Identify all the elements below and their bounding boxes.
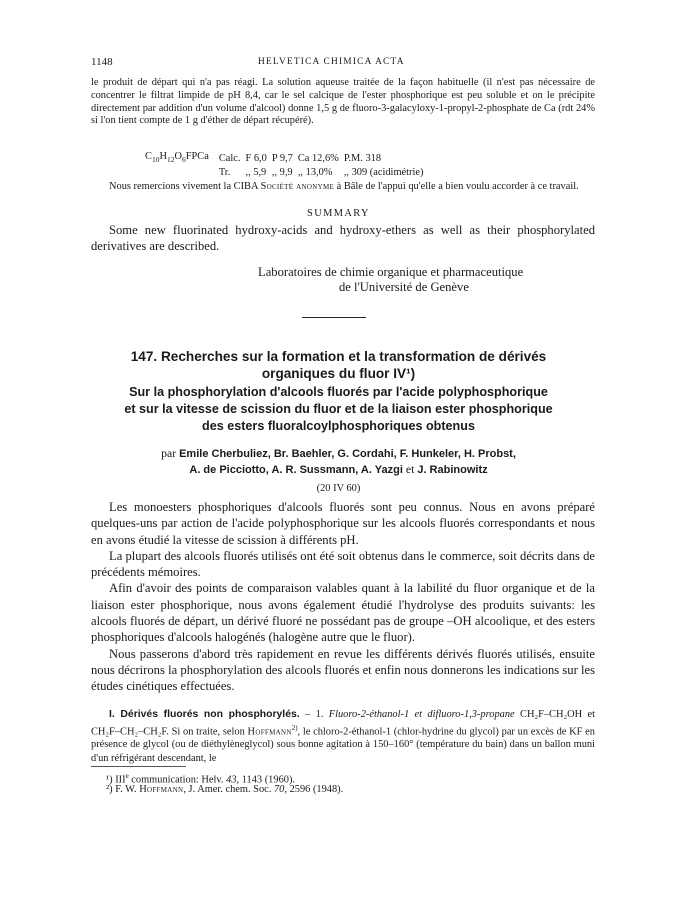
formula-rest: FPCa (185, 151, 209, 162)
section-citation-author: Hoffmann (247, 725, 292, 737)
molecular-formula (145, 151, 219, 167)
article-title-line-1: 147. Recherches sur la formation et la transformation de dérivés (130, 349, 547, 364)
formula-oxygen-count: 6 (181, 155, 186, 165)
authors-et: et (402, 462, 418, 477)
section-item-title: Fluoro-2-éthanol-1 et difluoro-1,3-propane (328, 709, 515, 720)
affiliation-line-2: de l'Université de Genève (339, 280, 469, 294)
authors-names-1: Emile Cherbuliez, Br. Baehler, G. Cordahi, F. Hunkeler, H. Probst, (179, 448, 516, 460)
found-molar-mass: ,, 309 (acidimétrie) (343, 166, 424, 178)
authors-line-2 (0, 462, 677, 478)
footnote-ref-2: 2) (291, 723, 298, 732)
footnote-2-text-a: F. W. (115, 784, 140, 795)
footnote-2 (106, 784, 343, 797)
article-title (0, 348, 677, 382)
found-phosphorus: ,, 9,9 (271, 166, 293, 178)
footnote-1-volume: 43, (226, 774, 240, 786)
calc-phosphorus: P 9,7 (271, 152, 293, 164)
found-fluorine: ,, 5,9 (245, 166, 267, 178)
elemental-analysis-table (145, 151, 428, 179)
footnote-1-text-c: 1143 (1960). (239, 774, 296, 786)
formula-oxygen: O (174, 151, 182, 162)
footnote-2-mark: ²) (106, 784, 113, 795)
section-heading: I. Dérivés fluorés non phosphorylés. (109, 709, 300, 720)
analysis-calc-row (145, 151, 428, 167)
found-calcium: ,, 13,0% (297, 166, 333, 178)
journal-running-title: HELVETICA CHIMICA ACTA (258, 57, 405, 67)
footnote-1-mark: ¹) (106, 774, 113, 786)
affiliation-line-1: Laboratoires de chimie organique et pharmaceutique (258, 265, 524, 279)
article-subtitle-line-1: Sur la phosphorylation d'alcools fluorés par l'acide polyphosphorique (129, 385, 548, 399)
article-subtitle-line-3: des esters fluoralcoylphosphoriques obtenus (202, 418, 475, 433)
summary-text: Some new fluorinated hydroxy-acids and hydroxy-ethers as well as their phosphorylated derivatives are described. (91, 223, 595, 254)
body-paragraph-1: Les monoesters phosphoriques d'alcools fluorés sont peu connus. Nous en avons préparé quelques-uns par action de l'acide polyphosphorique sur les alcools fluorés correspondants et nous en avons étudié la vitesse de scission à différents pH. (91, 500, 595, 547)
footnote-1-text-a: III (115, 774, 126, 786)
section-item-number: – 1. (299, 709, 329, 720)
received-date: (20 IV 60) (316, 483, 361, 494)
calc-molar-mass: P.M. 318 (343, 152, 382, 164)
article-title-line-2: organiques du fluor IV¹) (261, 366, 416, 381)
authors-line-1 (0, 446, 677, 462)
body-paragraph-3: Afin d'avoir des points de comparaison valables quant à la labilité du fluor organique et de la liaison ester phosphorique, nous avons également étudié l'hydrolyse des produits suivants: les alcools fluorés de départ, un dérivé fluoré ne possédant pas de groupe –OH alcoolique, et des esters phosphoriques d'alcools halogénés (halogène autre que le fluor). (91, 581, 595, 645)
article-body (91, 499, 595, 695)
page-number: 1148 (91, 56, 113, 68)
section-text-start: CH₂F–CH₂OH et CH₂F–CH₂–CH₂F. Si on traite, selon (91, 709, 595, 737)
body-paragraph-2: La plupart des alcools fluorés utilisés ont été soit obtenus dans le commerce, soit décrits dans de précédents mémoires. (91, 548, 595, 580)
previous-article-paragraph: le produit de départ qui n'a pas réagi. La solution aqueuse traitée de la façon habituelle (il n'est pas nécessaire de concentrer le filtrat limpide de pH 8,4, car le sel calcique de l'ester phosphorique est peu soluble et on le précipite directement par addition d'un volume d'alcool) donne 1,5 g de fluoro-3-galacyloxy-1-propyl-2-phosphate de Ca (rdt 24% si l'on tient compte de 1 g d'éther de départ récupéré). (91, 77, 595, 127)
footnote-2-author: Hoffmann (139, 784, 184, 795)
authors-names-2: A. de Picciotto, A. R. Sussmann, A. Yazgi (189, 464, 403, 477)
summary-heading: SUMMARY (307, 208, 370, 219)
footnote-2-text-c: 2596 (1948). (286, 784, 344, 795)
footnote-2-text-b: , J. Amer. chem. Soc. (183, 784, 274, 795)
acknowledgement-start: Nous remercions vivement la CIBA (109, 181, 261, 192)
article-subtitle (0, 384, 677, 434)
calc-label: Calc. (218, 152, 241, 164)
article-subtitle-line-2: et sur la vitesse de scission du fluor et de la liaison ester phosphorique (124, 401, 553, 416)
found-label: Tr. (218, 166, 231, 178)
section-paragraph (91, 708, 595, 765)
formula-hydrogen-count: 12 (166, 155, 175, 165)
calc-fluorine: F 6,0 (245, 152, 267, 164)
body-paragraph-4: Nous passerons d'abord très rapidement en revue les différents dérivés fluorés utilisés, ensuite nous décrirons la phosphorylation des alcools fluorés et enfin nous donnerons les indications sur les études cinétiques effectuées. (91, 646, 595, 694)
formula-carbon: C (145, 151, 152, 162)
analysis-found-row (145, 167, 428, 180)
section-divider (302, 317, 366, 318)
calc-calcium: Ca 12,6% (297, 152, 339, 164)
section-text-end: hydrine du glycol) par un excès de KF en présence de glycol (ou de diéthylèneglycol) sous bonne agitation à 150–160° (température du bain) dans un ballon muni d'un réfrigérant descendant, le (91, 725, 595, 764)
formula-hydrogen: H (159, 151, 167, 162)
authors-names-3: J. Rabinowitz (417, 464, 488, 477)
authors (0, 446, 677, 478)
acknowledgement-company: Société anonyme (260, 181, 335, 192)
footnote-2-volume: 70, (273, 784, 287, 795)
footnote-1-text-b: communication: Helv. (128, 774, 227, 786)
footnote-1-superscript: e (125, 772, 129, 780)
footnote-rule (91, 766, 186, 767)
formula-carbon-count: 10 (151, 155, 160, 165)
acknowledgement (91, 181, 595, 194)
authors-by: par (161, 446, 180, 460)
section-text-middle: , le chloro-2-éthanol-1 (chlor- (297, 725, 422, 737)
acknowledgement-end: à Bâle de l'appui qu'elle a bien voulu accorder à ce travail. (334, 181, 579, 192)
